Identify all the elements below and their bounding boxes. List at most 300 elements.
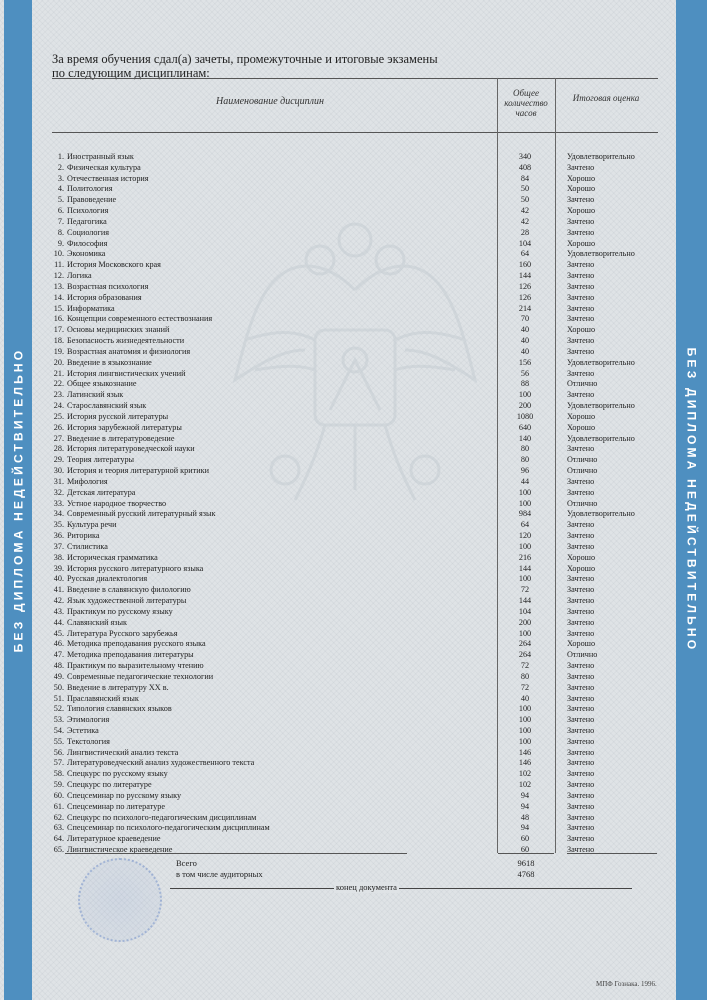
discipline-grade: Зачтено	[567, 227, 595, 237]
discipline-hours: 144	[518, 563, 532, 573]
discipline-grade: Зачтено	[567, 845, 595, 855]
discipline-hours: 80	[520, 444, 530, 454]
row-number: 1.	[57, 152, 64, 161]
row-number: 37.	[53, 541, 64, 551]
table-row	[0, 401, 707, 412]
row-number: 41.	[53, 585, 64, 595]
discipline-grade: Зачтено	[567, 682, 595, 692]
discipline-name: История русской литературы	[67, 411, 169, 421]
discipline-grade: Зачтено	[567, 260, 595, 270]
discipline-name: Педагогика	[67, 216, 107, 226]
discipline-hours: 100	[518, 715, 532, 725]
document-heading	[52, 52, 492, 80]
discipline-grade: Зачтено	[567, 671, 595, 681]
table-row	[0, 477, 707, 488]
discipline-hours: 28	[520, 227, 530, 237]
discipline-hours: 70	[520, 314, 530, 324]
table-row	[0, 672, 707, 683]
discipline-grade: Зачтено	[567, 704, 595, 714]
discipline-grade: Зачтено	[567, 476, 595, 486]
discipline-name: Экономика	[67, 249, 106, 259]
discipline-name: Латинский язык	[67, 390, 124, 400]
discipline-name: Информатика	[67, 303, 115, 313]
discipline-hours: 94	[520, 801, 530, 811]
discipline-hours: 160	[518, 260, 532, 270]
discipline-grade: Зачтено	[567, 520, 595, 530]
discipline-hours: 100	[518, 390, 532, 400]
discipline-name: История образования	[67, 292, 142, 302]
table-row	[0, 423, 707, 434]
table-row	[0, 585, 707, 596]
discipline-grade: Зачтено	[567, 541, 595, 551]
discipline-grade: Удовлетворительно	[567, 509, 635, 519]
discipline-grade: Хорошо	[567, 411, 596, 421]
table-header-rule	[52, 132, 658, 133]
row-number: 6.	[57, 206, 64, 216]
table-row	[0, 564, 707, 575]
row-number: 10.	[53, 249, 64, 259]
row-number: 58.	[53, 769, 64, 779]
discipline-name: Теория литературы	[67, 455, 135, 465]
discipline-name: Старославянский язык	[67, 401, 147, 411]
discipline-hours: 200	[518, 401, 532, 411]
total-rule-left	[65, 853, 407, 854]
discipline-hours: 100	[518, 628, 532, 638]
row-number: 14.	[53, 292, 64, 302]
discipline-grade: Отлично	[567, 455, 598, 465]
discipline-hours: 64	[520, 520, 530, 530]
row-number: 60.	[53, 790, 64, 800]
discipline-hours: 408	[518, 162, 532, 172]
table-row	[0, 260, 707, 271]
row-number: 2.	[57, 162, 64, 172]
row-number: 61.	[53, 801, 64, 811]
discipline-hours: 64	[520, 249, 530, 259]
discipline-name: История литературоведческой науки	[67, 444, 195, 454]
discipline-hours: 56	[520, 368, 530, 378]
left-stripe-text: БЕЗ ДИПЛОМА НЕДЕЙСТВИТЕЛЬНО	[11, 347, 25, 653]
table-row	[0, 629, 707, 640]
discipline-grade: Зачтено	[567, 596, 595, 606]
table-row	[0, 661, 707, 672]
row-number: 65.	[53, 845, 64, 855]
end-of-document-line	[170, 888, 632, 889]
discipline-grade: Хорошо	[567, 563, 596, 573]
table-row	[0, 444, 707, 455]
discipline-name: Устное народное творчество	[67, 498, 167, 508]
table-row	[0, 488, 707, 499]
discipline-grade: Отлично	[567, 379, 598, 389]
discipline-grade: Зачтено	[567, 162, 595, 172]
table-row	[0, 813, 707, 824]
discipline-name: Правоведение	[67, 195, 117, 205]
discipline-hours: 44	[520, 476, 530, 486]
discipline-name: Историческая грамматика	[67, 552, 158, 562]
discipline-grade: Зачтено	[567, 606, 595, 616]
table-row	[0, 639, 707, 650]
row-number: 59.	[53, 780, 64, 790]
discipline-grade: Зачтено	[567, 271, 595, 281]
discipline-hours: 120	[518, 531, 532, 541]
discipline-grade: Зачтено	[567, 303, 595, 313]
discipline-grade: Удовлетворительно	[567, 433, 635, 443]
row-number: 42.	[53, 596, 64, 606]
discipline-name: Литературное краеведение	[67, 834, 161, 844]
row-number: 21.	[53, 368, 64, 378]
table-row	[0, 239, 707, 250]
round-seal-stamp	[78, 858, 162, 942]
discipline-grade: Зачтено	[567, 444, 595, 454]
discipline-name: Политология	[67, 184, 113, 194]
discipline-grade: Удовлетворительно	[567, 249, 635, 259]
discipline-name: Возрастная анатомия и физиология	[67, 346, 191, 356]
discipline-grade: Зачтено	[567, 574, 595, 584]
discipline-grade: Отлично	[567, 466, 598, 476]
discipline-hours: 100	[518, 725, 532, 735]
table-row	[0, 499, 707, 510]
row-number: 50.	[53, 682, 64, 692]
discipline-hours: 146	[518, 758, 532, 768]
discipline-name: Детская литература	[67, 487, 136, 497]
discipline-grade: Зачтено	[567, 531, 595, 541]
discipline-hours: 102	[518, 769, 532, 779]
table-row	[0, 217, 707, 228]
row-number: 63.	[53, 823, 64, 833]
discipline-hours: 40	[520, 346, 530, 356]
discipline-grade: Удовлетворительно	[567, 152, 635, 161]
discipline-grade: Зачтено	[567, 487, 595, 497]
discipline-name: Иностранный язык	[67, 152, 134, 161]
row-number: 39.	[53, 563, 64, 573]
heading-line-2: по следующим дисциплинам:	[52, 66, 210, 80]
table-row	[0, 596, 707, 607]
row-number: 55.	[53, 736, 64, 746]
row-number: 46.	[53, 639, 64, 649]
table-row	[0, 325, 707, 336]
row-number: 57.	[53, 758, 64, 768]
table-row	[0, 314, 707, 325]
discipline-hours: 104	[518, 606, 532, 616]
row-number: 34.	[53, 509, 64, 519]
discipline-grade: Зачтено	[567, 812, 595, 822]
table-row	[0, 358, 707, 369]
discipline-name: Введение в литературоведение	[67, 433, 175, 443]
discipline-hours: 50	[520, 184, 530, 194]
discipline-grade: Зачтено	[567, 693, 595, 703]
discipline-name: Лингвистический анализ текста	[67, 747, 179, 757]
end-of-document-label: конец документа	[336, 882, 397, 892]
row-number: 22.	[53, 379, 64, 389]
table-row	[0, 769, 707, 780]
auditory-hours: 4768	[517, 869, 535, 879]
table-row	[0, 845, 707, 856]
discipline-grade: Зачтено	[567, 661, 595, 670]
table-row	[0, 379, 707, 390]
discipline-grade: Хорошо	[567, 206, 596, 216]
discipline-grade: Зачтено	[567, 834, 595, 844]
discipline-hours: 1080	[516, 411, 534, 421]
row-number: 51.	[53, 693, 64, 703]
discipline-hours: 100	[518, 541, 532, 551]
discipline-name: Современный русский литературный язык	[67, 509, 216, 519]
discipline-name: История Московского края	[67, 260, 161, 270]
discipline-grade: Зачтено	[567, 780, 595, 790]
discipline-name: История лингвистических учений	[67, 368, 186, 378]
total-label: Всего	[176, 858, 197, 868]
row-number: 12.	[53, 271, 64, 281]
table-row	[0, 466, 707, 477]
discipline-name: Физическая культура	[67, 162, 141, 172]
table-row	[0, 618, 707, 629]
row-number: 48.	[53, 661, 64, 670]
discipline-grade: Зачтено	[567, 346, 595, 356]
row-number: 7.	[57, 216, 64, 226]
discipline-hours: 214	[518, 303, 532, 313]
discipline-name: Социология	[67, 227, 109, 237]
discipline-hours: 104	[518, 238, 532, 248]
table-row	[0, 206, 707, 217]
total-rule-grade	[567, 853, 657, 854]
row-number: 26.	[53, 422, 64, 432]
discipline-hours: 84	[520, 173, 530, 183]
discipline-grade: Зачтено	[567, 769, 595, 779]
discipline-grade: Зачтено	[567, 790, 595, 800]
discipline-name: Спецсеминар по психолого-педагогическим дисциплинам	[67, 823, 270, 833]
column-header-grade: Итоговая оценка	[572, 93, 640, 103]
table-row	[0, 369, 707, 380]
table-row	[0, 542, 707, 553]
table-row	[0, 726, 707, 737]
row-number: 30.	[53, 466, 64, 476]
discipline-name: История и теория литературной критики	[67, 466, 209, 476]
discipline-grade: Зачтено	[567, 801, 595, 811]
discipline-name: Возрастная психология	[67, 281, 149, 291]
discipline-hours: 984	[518, 509, 532, 519]
discipline-hours: 72	[520, 682, 530, 692]
discipline-name: Современные педагогические технологии	[67, 671, 214, 681]
discipline-hours: 40	[520, 336, 530, 346]
table-row	[0, 249, 707, 260]
row-number: 45.	[53, 628, 64, 638]
discipline-name: Спецсеминар по литературе	[67, 801, 165, 811]
discipline-name: Язык художественной литературы	[67, 596, 187, 606]
row-number: 53.	[53, 715, 64, 725]
discipline-name: Практикум по выразительному чтению	[67, 661, 204, 670]
row-number: 29.	[53, 455, 64, 465]
discipline-hours: 94	[520, 790, 530, 800]
discipline-hours: 144	[518, 271, 532, 281]
row-number: 9.	[57, 238, 64, 248]
discipline-grade: Зачтено	[567, 585, 595, 595]
discipline-grade: Отлично	[567, 498, 598, 508]
discipline-grade: Зачтено	[567, 336, 595, 346]
table-row	[0, 823, 707, 834]
discipline-name: Лингвистическое краеведение	[67, 845, 173, 855]
discipline-name: Спецсеминар по русскому языку	[67, 790, 182, 800]
row-number: 8.	[57, 227, 64, 237]
discipline-grade: Зачтено	[567, 715, 595, 725]
row-number: 4.	[57, 184, 64, 194]
table-row	[0, 607, 707, 618]
row-number: 25.	[53, 411, 64, 421]
discipline-grade: Хорошо	[567, 238, 596, 248]
discipline-name: Праславянский язык	[67, 693, 139, 703]
discipline-name: Стилистика	[67, 541, 108, 551]
table-row	[0, 184, 707, 195]
discipline-hours: 264	[518, 639, 532, 649]
discipline-name: Эстетика	[67, 725, 99, 735]
discipline-name: Концепции современного естествознания	[67, 314, 213, 324]
row-number: 38.	[53, 552, 64, 562]
discipline-name: Введение в славянскую филологию	[67, 585, 191, 595]
discipline-hours: 140	[518, 433, 532, 443]
discipline-name: Общее языкознание	[67, 379, 137, 389]
discipline-hours: 96	[520, 466, 530, 476]
discipline-grade: Удовлетворительно	[567, 401, 635, 411]
table-row	[0, 434, 707, 445]
discipline-hours: 100	[518, 704, 532, 714]
discipline-hours: 48	[520, 812, 530, 822]
discipline-grade: Зачтено	[567, 368, 595, 378]
discipline-hours: 146	[518, 747, 532, 757]
row-number: 24.	[53, 401, 64, 411]
table-row	[0, 531, 707, 542]
discipline-hours: 102	[518, 780, 532, 790]
discipline-grade: Зачтено	[567, 617, 595, 627]
discipline-name: Литература Русского зарубежья	[67, 628, 178, 638]
table-row	[0, 780, 707, 791]
table-row	[0, 271, 707, 282]
discipline-hours: 80	[520, 671, 530, 681]
discipline-hours: 264	[518, 650, 532, 660]
discipline-hours: 100	[518, 736, 532, 746]
discipline-name: Спецкурс по русскому языку	[67, 769, 168, 779]
table-row	[0, 347, 707, 358]
column-header-name: Наименование дисциплин	[216, 96, 324, 107]
discipline-hours: 640	[518, 422, 532, 432]
discipline-hours: 42	[520, 206, 530, 216]
right-stripe-text: БЕЗ ДИПЛОМА НЕДЕЙСТВИТЕЛЬНО	[684, 347, 699, 653]
discipline-grade: Зачтено	[567, 292, 595, 302]
row-number: 13.	[53, 281, 64, 291]
table-row	[0, 282, 707, 293]
discipline-hours: 40	[520, 693, 530, 703]
row-number: 49.	[53, 671, 64, 681]
discipline-hours: 50	[520, 195, 530, 205]
discipline-grade: Хорошо	[567, 422, 596, 432]
row-number: 3.	[57, 173, 64, 183]
auditory-label: в том числе аудиторных	[176, 869, 263, 879]
row-number: 23.	[53, 390, 64, 400]
discipline-grade: Зачтено	[567, 823, 595, 833]
row-number: 40.	[53, 574, 64, 584]
row-number: 11.	[54, 260, 64, 270]
row-number: 19.	[53, 346, 64, 356]
table-row	[0, 152, 707, 163]
discipline-name: Методика преподавания литературы	[67, 650, 194, 660]
table-row	[0, 802, 707, 813]
discipline-grade: Зачтено	[567, 747, 595, 757]
discipline-hours: 100	[518, 487, 532, 497]
table-row	[0, 293, 707, 304]
row-number: 54.	[53, 725, 64, 735]
table-row	[0, 195, 707, 206]
discipline-grade: Зачтено	[567, 390, 595, 400]
discipline-name: Русская диалектология	[67, 574, 148, 584]
discipline-hours: 340	[518, 152, 532, 161]
discipline-hours: 40	[520, 325, 530, 335]
discipline-name: Логика	[67, 271, 92, 281]
table-row	[0, 520, 707, 531]
discipline-name: Славянский язык	[67, 617, 127, 627]
total-rule-hours	[498, 853, 554, 854]
table-row	[0, 650, 707, 661]
discipline-name: Спецкурс по психолого-педагогическим дисциплинам	[67, 812, 257, 822]
discipline-name: Культура речи	[67, 520, 117, 530]
discipline-grade: Хорошо	[567, 184, 596, 194]
discipline-grade: Удовлетворительно	[567, 357, 635, 367]
discipline-name: Психология	[67, 206, 109, 216]
discipline-hours: 80	[520, 455, 530, 465]
table-row	[0, 174, 707, 185]
discipline-name: Текстология	[67, 736, 110, 746]
discipline-grade: Хорошо	[567, 639, 596, 649]
discipline-name: Введение в языкознание	[67, 357, 152, 367]
row-number: 16.	[53, 314, 64, 324]
table-row	[0, 791, 707, 802]
discipline-name: Безопасность жизнедеятельности	[67, 336, 185, 346]
discipline-grade: Хорошо	[567, 552, 596, 562]
discipline-hours: 144	[518, 596, 532, 606]
discipline-hours: 100	[518, 574, 532, 584]
discipline-grade: Хорошо	[567, 173, 596, 183]
discipline-hours: 88	[520, 379, 530, 389]
row-number: 43.	[53, 606, 64, 616]
row-number: 35.	[53, 520, 64, 530]
table-row	[0, 715, 707, 726]
discipline-grade: Зачтено	[567, 195, 595, 205]
discipline-name: Методика преподавания русского языка	[67, 639, 206, 649]
table-row	[0, 553, 707, 564]
discipline-name: История зарубежной литературы	[67, 422, 182, 432]
table-row	[0, 336, 707, 347]
discipline-name: Типология славянских языков	[67, 704, 172, 714]
discipline-name: Практикум по русскому языку	[67, 606, 173, 616]
discipline-name: Мифология	[67, 476, 108, 486]
table-row	[0, 704, 707, 715]
total-hours: 9618	[517, 858, 535, 868]
discipline-grade: Зачтено	[567, 314, 595, 324]
discipline-grade: Отлично	[567, 650, 598, 660]
table-row	[0, 228, 707, 239]
row-number: 17.	[53, 325, 64, 335]
row-number: 52.	[53, 704, 64, 714]
table-row	[0, 455, 707, 466]
table-row	[0, 574, 707, 585]
row-number: 18.	[53, 336, 64, 346]
discipline-hours: 42	[520, 216, 530, 226]
discipline-name: Спецкурс по литературе	[67, 780, 152, 790]
discipline-grade: Зачтено	[567, 725, 595, 735]
table-row	[0, 509, 707, 520]
row-number: 32.	[53, 487, 64, 497]
discipline-hours: 72	[520, 661, 530, 670]
row-number: 56.	[53, 747, 64, 757]
row-number: 27.	[53, 433, 64, 443]
column-header-hours: Общее количество часов	[504, 88, 548, 118]
table-row	[0, 412, 707, 423]
discipline-name: Риторика	[67, 531, 100, 541]
